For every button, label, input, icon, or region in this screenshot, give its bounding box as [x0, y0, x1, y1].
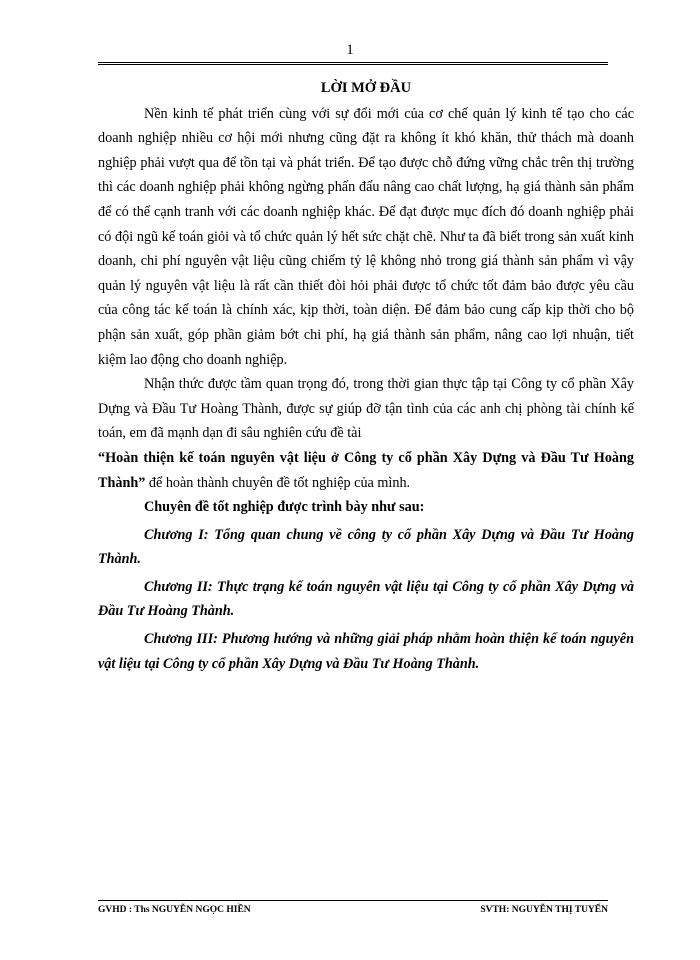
chapter-item: Chương III: Phương hướng và những giải pháp nhằm hoàn thiện kế toán nguyên vật liệu tại Công ty cổ phần Xây Dựng và Đầu Tư Hoàng Thành.	[98, 631, 634, 672]
footer-divider	[98, 900, 608, 901]
topic-title: “Hoàn thiện kế toán nguyên vật liệu ở Công ty cổ phần Xây Dựng và Đầu Tư Hoàng Thành”	[98, 449, 634, 491]
document-body	[98, 76, 634, 676]
intro-paragraph: Nền kinh tế phát triển cùng với sự đổi mới của cơ chế quản lý kinh tế tạo cho các doanh nghiệp nhiều cơ hội mới nhưng cũng đặt ra không ít khó khăn, thử thách mà doanh nghiệp phải vượt qua để tồn tại và phát triển. Để tạo được chỗ đứng vững chắc trên thị trường thì các doanh nghiệp phải không ngừng phấn đấu nâng cao chất lượng, hạ giá thành sản phẩm để có thể cạnh tranh với các doanh nghiệp khác. Để đạt được mục đích đó doanh nghiệp phải có đội ngũ kế toán giỏi và tổ chức quản lý hết sức chặt chẽ. Như ta đã biết trong sản xuất kinh doanh, chi phí nguyên vật liệu cũng chiếm tỷ lệ không nhỏ trong giá thành sản phẩm vì vậy quản lý nguyên vật liệu là rất cần thiết đòi hỏi phải được tổ chức tốt đảm bảo được yêu cầu của công tác kế toán là chính xác, kịp thời, toàn diện. Để đảm bảo cung cấp kịp thời cho bộ phận sản xuất, góp phần giảm bớt chi phí, hạ giá thành sản phẩm, nâng cao lợi nhuận, tiết kiệm lao động cho doanh nghiệp.	[98, 105, 634, 368]
header-divider	[98, 62, 608, 65]
student-label: SVTH: NGUYỄN THỊ TUYẾN	[480, 905, 608, 915]
topic-suffix: để hoàn thành chuyên đề tốt nghiệp của mình.	[145, 474, 411, 491]
structure-heading: Chuyên đề tốt nghiệp được trình bày như sau:	[144, 499, 425, 516]
chapter-item: Chương II: Thực trạng kế toán nguyên vật liệu tại Công ty cổ phần Xây Dựng và Đầu Tư Hoàng Thành.	[98, 578, 634, 620]
page-number: 1	[346, 42, 354, 58]
motivation-paragraph: Nhận thức được tầm quan trọng đó, trong thời gian thực tập tại Công ty cổ phần Xây Dựng và Đầu Tư Hoàng Thành, được sự giúp đỡ tận tình của các anh chị phòng tài chính kế toán, em đã mạnh dạn đi sâu nghiên cứu đề tài	[98, 376, 634, 442]
supervisor-label: GVHD : Ths NGUYỄN NGỌC HIỀN	[98, 905, 251, 915]
topic-paragraph	[98, 446, 634, 495]
chapter-item: Chương I: Tổng quan chung về công ty cổ phần Xây Dựng và Đầu Tư Hoàng Thành.	[98, 526, 634, 568]
document-title: LỜI MỞ ĐẦU	[320, 80, 412, 96]
